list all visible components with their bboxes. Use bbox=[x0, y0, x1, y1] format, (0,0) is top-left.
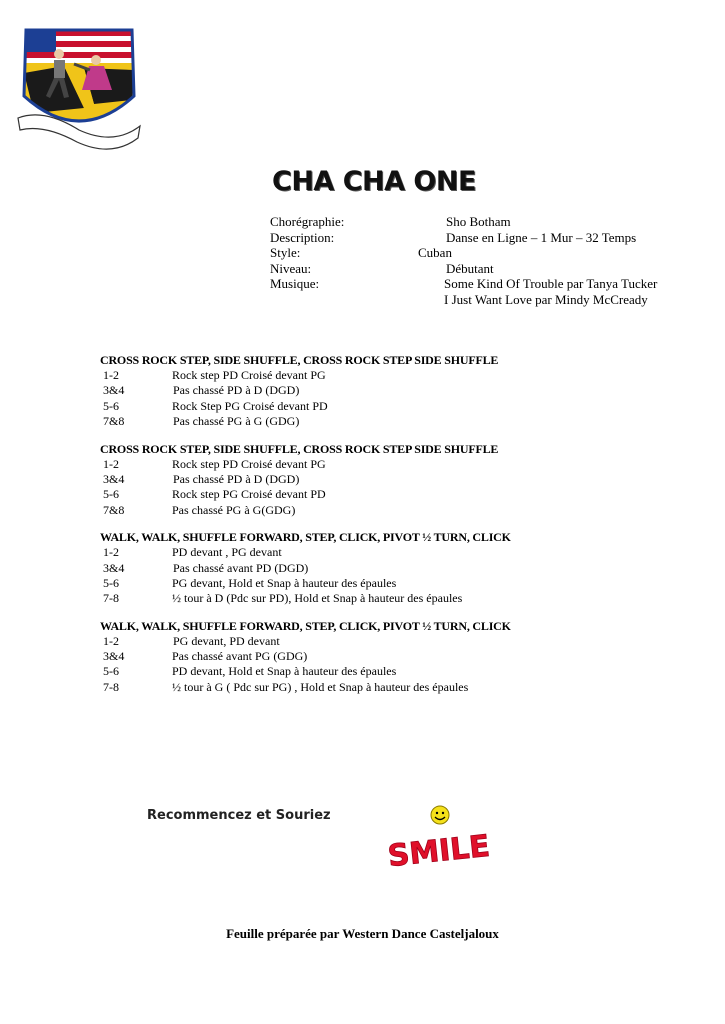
step-count: 1-2 bbox=[103, 368, 119, 382]
step-desc: Pas chassé PG à G(GDG) bbox=[172, 502, 296, 517]
step-count: 1-2 bbox=[103, 545, 119, 560]
step-count: 5-6 bbox=[103, 575, 119, 590]
step-row bbox=[100, 368, 700, 383]
section-title: WALK, WALK, SHUFFLE FORWARD, STEP, CLICK, PIVOT ½ TURN, CLICK bbox=[100, 530, 511, 545]
step-desc: PD devant, Hold et Snap à hauteur des épaules bbox=[172, 664, 397, 679]
info-label: Musique: bbox=[270, 276, 320, 292]
restart-instruction: Recommencez et Souriez bbox=[147, 808, 331, 823]
step-row bbox=[100, 414, 700, 429]
step-sections bbox=[100, 352, 700, 706]
step-desc: Rock Step PG Croisé devant PD bbox=[172, 398, 328, 413]
step-row bbox=[100, 680, 700, 695]
info-value: I Just Want Love par Mindy McCready bbox=[444, 291, 648, 307]
step-desc: Pas chassé PG à G (GDG) bbox=[173, 414, 300, 429]
step-desc: ½ tour à D (Pdc sur PD), Hold et Snap à hauteur des épaules bbox=[172, 591, 463, 606]
step-desc: PG devant, Hold et Snap à hauteur des épaules bbox=[172, 575, 397, 590]
step-desc: Rock step PD Croisé devant PG bbox=[172, 368, 326, 382]
step-row bbox=[100, 487, 700, 502]
step-row bbox=[100, 383, 700, 398]
section-3 bbox=[100, 529, 700, 607]
section-title: WALK, WALK, SHUFFLE FORWARD, STEP, CLICK, PIVOT ½ TURN, CLICK bbox=[100, 618, 511, 633]
step-count: 7&8 bbox=[103, 502, 125, 517]
step-row bbox=[100, 591, 700, 606]
step-count: 1-2 bbox=[103, 633, 119, 648]
section-title: CROSS ROCK STEP, SIDE SHUFFLE, CROSS ROCK STEP SIDE SHUFFLE bbox=[100, 353, 499, 367]
step-desc: ½ tour à G ( Pdc sur PG) , Hold et Snap à hauteur des épaules bbox=[172, 679, 469, 694]
smiley-face-icon bbox=[431, 806, 449, 824]
step-count: 7-8 bbox=[103, 679, 119, 694]
step-row bbox=[100, 664, 700, 679]
smile-svg bbox=[386, 803, 492, 878]
step-count: 5-6 bbox=[103, 487, 119, 502]
step-count: 7-8 bbox=[103, 591, 119, 606]
step-row bbox=[100, 472, 700, 487]
step-row bbox=[100, 561, 700, 576]
step-count: 1-2 bbox=[103, 456, 119, 471]
step-desc: Rock step PG Croisé devant PD bbox=[172, 487, 326, 502]
step-desc: Pas chassé PD à D (DGD) bbox=[173, 383, 300, 398]
step-row bbox=[100, 399, 700, 414]
step-row bbox=[100, 503, 700, 518]
info-value: Débutant bbox=[446, 260, 494, 276]
info-label: Description: bbox=[270, 229, 335, 245]
step-count: 7&8 bbox=[103, 414, 125, 429]
step-count: 5-6 bbox=[103, 398, 119, 413]
western-dance-logo-icon bbox=[14, 18, 144, 148]
step-row bbox=[100, 545, 700, 560]
step-count: 3&4 bbox=[103, 471, 125, 486]
step-row bbox=[100, 457, 700, 472]
step-count: 3&4 bbox=[103, 560, 125, 575]
step-desc: PG devant, PD devant bbox=[173, 633, 280, 648]
step-desc: PD devant , PG devant bbox=[172, 545, 282, 560]
section-1 bbox=[100, 352, 700, 430]
smile-text: SMILE bbox=[386, 828, 492, 875]
step-row bbox=[100, 649, 700, 664]
footer-credit: Feuille préparée par Western Dance Casteljaloux bbox=[226, 926, 499, 941]
section-2 bbox=[100, 441, 700, 519]
step-count: 3&4 bbox=[103, 649, 125, 664]
info-label: Style: bbox=[270, 245, 301, 261]
step-desc: Pas chassé avant PD (DGD) bbox=[173, 560, 309, 575]
info-value: Danse en Ligne – 1 Mur – 32 Temps bbox=[446, 229, 637, 245]
step-row bbox=[100, 576, 700, 591]
info-value: Sho Botham bbox=[446, 214, 511, 229]
step-row bbox=[100, 634, 700, 649]
step-count: 5-6 bbox=[103, 664, 119, 679]
club-logo bbox=[14, 18, 144, 148]
info-label: Niveau: bbox=[270, 260, 312, 276]
info-value: Some Kind Of Trouble par Tanya Tucker bbox=[444, 276, 658, 292]
info-label: Chorégraphie: bbox=[270, 214, 345, 229]
section-title: CROSS ROCK STEP, SIDE SHUFFLE, CROSS ROCK STEP SIDE SHUFFLE bbox=[100, 441, 499, 456]
step-count: 3&4 bbox=[103, 383, 125, 398]
smile-graphic bbox=[386, 803, 492, 878]
dance-title: CHA CHA ONE bbox=[272, 166, 476, 197]
step-desc: Pas chassé avant PG (GDG) bbox=[172, 649, 308, 664]
section-4 bbox=[100, 618, 700, 696]
info-value: Cuban bbox=[418, 245, 452, 261]
step-desc: Pas chassé PD à D (DGD) bbox=[173, 471, 300, 486]
step-desc: Rock step PD Croisé devant PG bbox=[172, 456, 326, 471]
